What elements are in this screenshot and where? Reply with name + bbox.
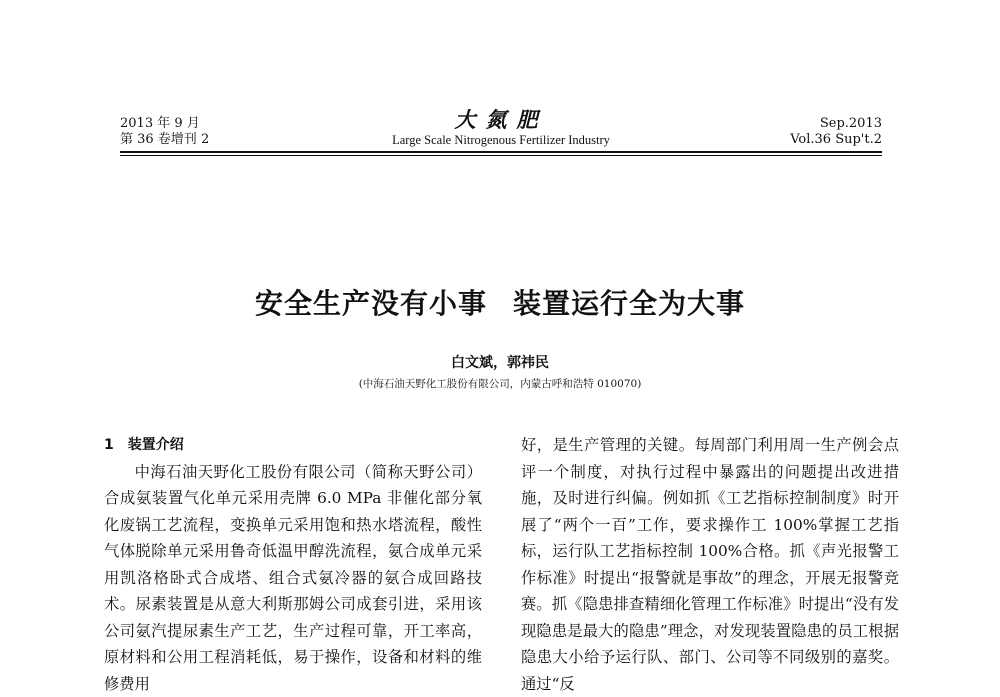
title-part-2: 装置运行全为大事 <box>513 287 745 320</box>
issue-date-en <box>790 116 882 148</box>
left-column <box>104 432 482 697</box>
title-part-1: 安全生产没有小事 <box>255 287 487 320</box>
journal-title <box>120 108 882 148</box>
journal-header <box>120 108 882 156</box>
volume-en-line: Vol.36 Sup't.2 <box>790 132 882 148</box>
right-column <box>521 432 899 697</box>
journal-title-cn: 大氮肥 <box>120 108 882 132</box>
body-paragraph-continued: 好，是生产管理的关键。每周部门利用周一生产例会点评一个制度，对执行过程中暴露出的问题提出改进措施，及时进行纠偏。例如抓《工艺指标控制制度》时开展了“两个一百”工作，要求操作工 100%掌握工艺指标，运行队工艺指标控制 100%合格。抓《声光报警工作标准》时提出“报警就是事故”的理念，开展无报警竞赛。抓《隐患排查精细化管理工作标准》时提出“没有发现隐患是最大的隐患”理念，对发现装置隐患的员工根据隐患大小给予运行队、部门、公司等不同级别的嘉奖。通过“反 <box>521 432 899 697</box>
issue-date-en-line: Sep.2013 <box>790 116 882 132</box>
author-list: 白文斌，郭祎民 <box>0 352 1000 372</box>
header-rule-thin <box>120 155 882 156</box>
journal-title-en: Large Scale Nitrogenous Fertilizer Industry <box>120 132 882 148</box>
issue-date-line: 2013 年 9 月 <box>120 116 209 132</box>
body-paragraph: 中海石油天野化工股份有限公司（简称天野公司）合成氨装置气化单元采用壳牌 6.0 MPa 非催化部分氧化废锅工艺流程，变换单元采用饱和热水塔流程，酸性气体脱除单元采用鲁奇低温甲醇洗流程，氨合成单元采用凯洛格卧式合成塔、组合式氨冷器的氨合成回路技术。尿素装置是从意大利斯那姆公司成套引进，采用该公司氨汽提尿素生产工艺，生产过程可靠，开工率高，原材料和公用工程消耗低，易于操作，设备和材料的维修费用 <box>104 459 482 697</box>
affiliation: (中海石油天野化工股份有限公司，内蒙古呼和浩特 010070) <box>0 376 1000 391</box>
section-number: 1 <box>104 437 114 453</box>
section-heading <box>104 432 482 459</box>
volume-line: 第 36 卷增刊 2 <box>120 132 209 148</box>
article-title <box>0 282 1000 322</box>
header-rule-thick <box>120 151 882 153</box>
section-title: 装置介绍 <box>128 437 184 453</box>
